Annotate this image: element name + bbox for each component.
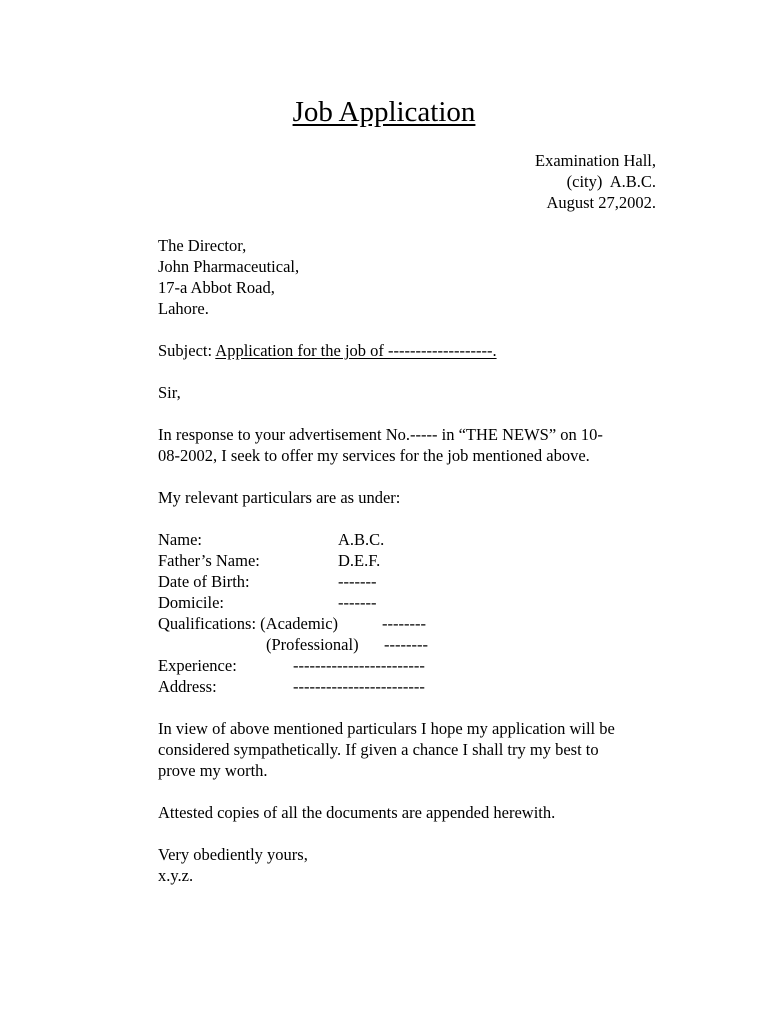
particular-value: D.E.F. [338, 551, 381, 570]
paragraph-view [158, 718, 658, 781]
particular-label: Address: [158, 677, 217, 696]
paragraph-response [158, 424, 658, 466]
recipient-line: Lahore. [158, 299, 209, 318]
particulars-list [158, 529, 658, 697]
particular-label: Experience: [158, 656, 237, 675]
paragraph-line: In view of above mentioned particulars I hope my application will be [158, 719, 615, 738]
particular-value: ------- [338, 593, 377, 612]
subject-text: Application for the job of -------------------. [215, 341, 497, 360]
recipient-line: 17-a Abbot Road, [158, 278, 275, 297]
signature: x.y.z. [158, 866, 194, 885]
particular-row-father [158, 550, 658, 571]
particular-value: ------------------------ [293, 656, 425, 675]
recipient-address [158, 235, 658, 319]
sender-address [535, 150, 656, 213]
recipient-line: John Pharmaceutical, [158, 257, 300, 276]
letter-body [158, 235, 658, 886]
document-title: Job Application [292, 96, 476, 128]
particular-row-qualifications-academic [158, 613, 658, 634]
paragraph-line: considered sympathetically. If given a chance I shall try my best to [158, 740, 599, 759]
paragraph-line: In response to your advertisement No.----- in “THE NEWS” on 10- [158, 425, 603, 444]
salutation: Sir, [158, 383, 181, 402]
particular-label: Domicile: [158, 593, 224, 612]
subject-line [158, 340, 658, 361]
recipient-line: The Director, [158, 236, 247, 255]
paragraph-attested: Attested copies of all the documents are appended herewith. [158, 803, 556, 822]
particular-row-experience [158, 655, 658, 676]
particular-label: Father’s Name: [158, 551, 260, 570]
paragraph-line: prove my worth. [158, 761, 268, 780]
particular-row-name [158, 529, 658, 550]
particular-label: Date of Birth: [158, 572, 250, 591]
particular-label: Qualifications: (Academic) [158, 614, 339, 633]
particular-row-domicile [158, 592, 658, 613]
paragraph-line: 08-2002, I seek to offer my services for the job mentioned above. [158, 446, 590, 465]
particular-label: Name: [158, 530, 202, 549]
particular-value: ------------------------ [293, 677, 425, 696]
particular-label: (Professional) [266, 635, 359, 654]
particular-row-address [158, 676, 658, 697]
particular-row-qualifications-professional [158, 634, 658, 655]
subject-label: Subject: [158, 341, 216, 360]
particular-value: -------- [384, 635, 428, 654]
particular-value: -------- [382, 614, 426, 633]
particular-row-dob [158, 571, 658, 592]
closing: Very obediently yours, [158, 845, 308, 864]
sender-date: August 27,2002. [546, 193, 656, 212]
sender-line: Examination Hall, [535, 151, 656, 170]
particular-value: A.B.C. [338, 530, 385, 549]
particular-value: ------- [338, 572, 377, 591]
sender-line: (city) A.B.C. [566, 172, 656, 191]
particulars-intro: My relevant particulars are as under: [158, 488, 401, 507]
